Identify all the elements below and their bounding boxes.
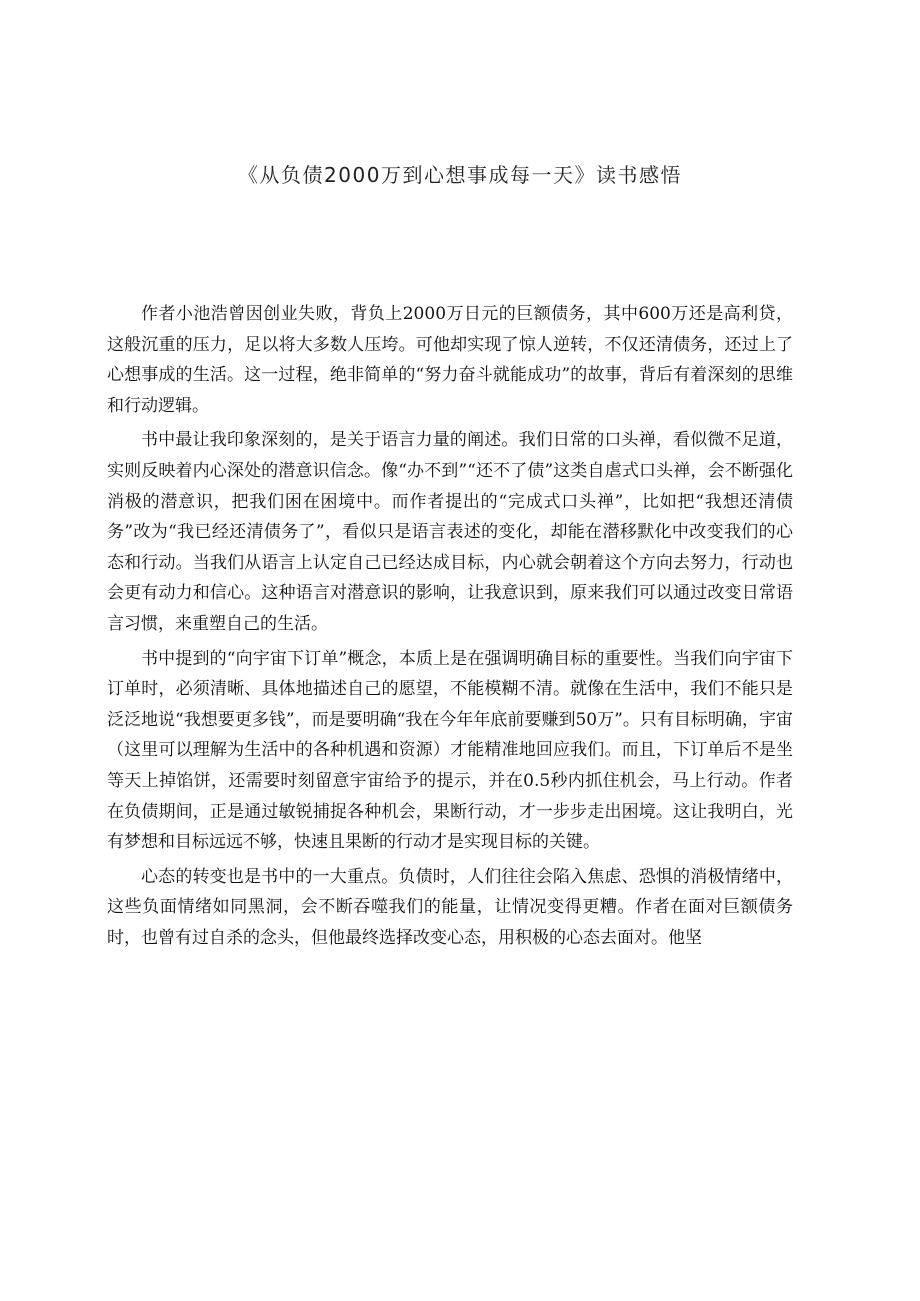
paragraph-intro: 作者小池浩曾因创业失败，背负上2000万日元的巨额债务，其中600万还是高利贷，这般沉重的压力，足以将大多数人压垮。可他却实现了惊人逆转，不仅还清债务，还过上了心想事成的生活。这一过程，绝非简单的“努力奋斗就能成功”的故事，背后有着深刻的思维和行动逻辑。	[107, 304, 793, 416]
paragraph-universe-order: 书中提到的“向宇宙下订单”概念，本质上是在强调明确目标的重要性。当我们向宇宙下订单时，必须清晰、具体地描述自己的愿望，不能模糊不清。就像在生活中，我们不能只是泛泛地说“我想要更多钱”，而是要明确“我在今年年底前要赚到50万”。只有目标明确，宇宙（这里可以理解为生活中的各种机遇和资源）才能精准地回应我们。而且，下订单后不是坐等天上掉馅饼，还需要时刻留意宇宙给予的提示，并在0.5秒内抓住机会，马上行动。作者在负债期间，正是通过敏锐捕捉各种机会，果断行动，才一步步走出困境。这让我明白，光有梦想和目标远远不够，快速且果断的行动才是实现目标的关键。	[107, 648, 793, 853]
document-title: 《从负债2000万到心想事成每一天》读书感悟	[238, 163, 682, 187]
document-body	[107, 299, 793, 953]
paragraph-language-power: 书中最让我印象深刻的，是关于语言力量的阐述。我们日常的口头禅，看似微不足道，实则反映着内心深处的潜意识信念。像“办不到”“还不了债”这类自虐式口头禅，会不断强化消极的潜意识，把我们困在困境中。而作者提出的“完成式口头禅”，比如把“我想还清债务”改为“我已经还清债务了”，看似只是语言表述的变化，却能在潜移默化中改变我们的心态和行动。当我们从语言上认定自己已经达成目标，内心就会朝着这个方向去努力，行动也会更有动力和信心。这种语言对潜意识的影响，让我意识到，原来我们可以通过改变日常语言习惯，来重塑自己的生活。	[107, 430, 793, 634]
paragraph-mindset: 心态的转变也是书中的一大重点。负债时，人们往往会陷入焦虑、恐惧的消极情绪中，这些负面情绪如同黑洞，会不断吞噬我们的能量，让情况变得更糟。作者在面对巨额债务时，也曾有过自杀的念头，但他最终选择改变心态，用积极的心态去面对。他坚	[107, 866, 793, 948]
